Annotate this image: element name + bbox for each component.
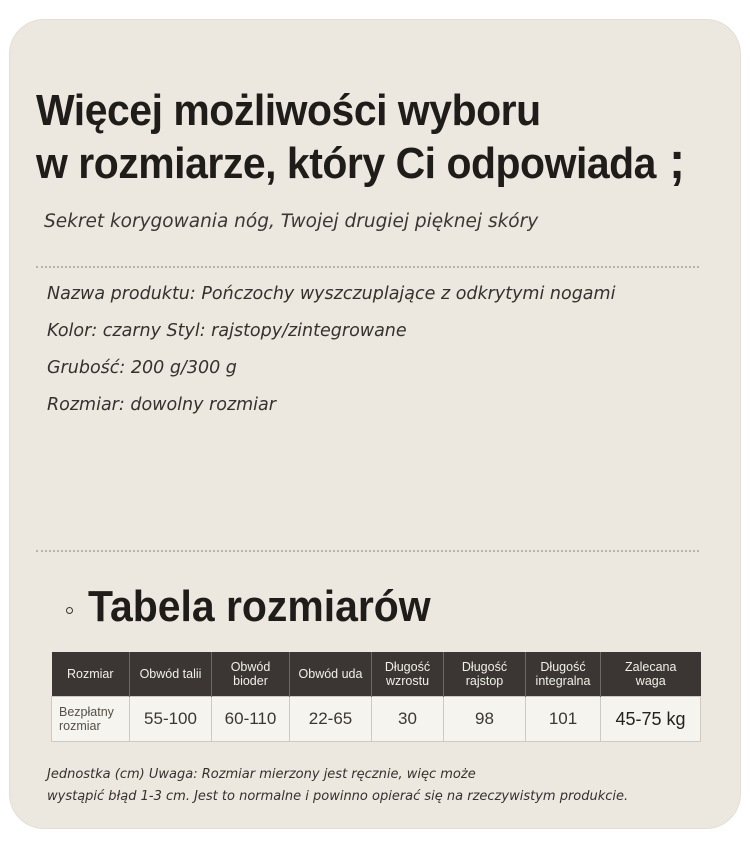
cell-tights-length: 98 [444, 697, 526, 742]
info-thickness: Grubość: 200 g/300 g [47, 358, 237, 378]
size-table-header-row [52, 652, 701, 697]
cell-waist: 55-100 [130, 697, 212, 742]
info-size: Rozmiar: dowolny rozmiar [47, 395, 276, 415]
cell-size: Bezpłatny rozmiar [52, 697, 130, 742]
subtitle: Sekret korygowania nóg, Twojej drugiej pięknej skóry [44, 211, 539, 232]
dotted-divider-bottom [36, 550, 699, 552]
size-table-title: Tabela rozmiarów [88, 582, 431, 631]
cell-integral-length: 101 [526, 697, 601, 742]
headline [36, 86, 685, 189]
info-color-style: Kolor: czarny Styl: rajstopy/zintegrowane [47, 321, 407, 341]
header-weight: Zalecana waga [601, 652, 701, 697]
cell-weight: 45-75 kg [601, 697, 701, 742]
headline-line-2: w rozmiarze, który Ci odpowiada [36, 139, 656, 188]
cell-thigh: 22-65 [290, 697, 372, 742]
header-integral-length: Długość integralna [526, 652, 601, 697]
header-hips: Obwód bioder [212, 652, 290, 697]
measurement-note [47, 764, 628, 808]
header-waist: Obwód talii [130, 652, 212, 697]
header-height-length: Długość wzrostu [372, 652, 444, 697]
headline-line-1: Więcej możliwości wyboru [36, 86, 541, 135]
note-line-1: Jednostka (cm) Uwaga: Rozmiar mierzony jest ręcznie, więc może [47, 767, 476, 782]
header-thigh: Obwód uda [290, 652, 372, 697]
dotted-divider-top [36, 266, 699, 268]
table-row [52, 697, 701, 742]
header-tights-length: Długość rajstop [444, 652, 526, 697]
header-size: Rozmiar [52, 652, 130, 697]
info-product-name: Nazwa produktu: Pończochy wyszczuplające z odkrytymi nogami [47, 284, 616, 304]
bullet-circle-icon [66, 607, 73, 614]
note-line-2: wystąpić błąd 1-3 cm. Jest to normalne i powinno opierać się na rzeczywistym produkcie. [47, 789, 629, 804]
cell-height-length: 30 [372, 697, 444, 742]
cell-hips: 60-110 [212, 697, 290, 742]
headline-mark: ; [668, 132, 685, 190]
size-table [51, 652, 701, 742]
